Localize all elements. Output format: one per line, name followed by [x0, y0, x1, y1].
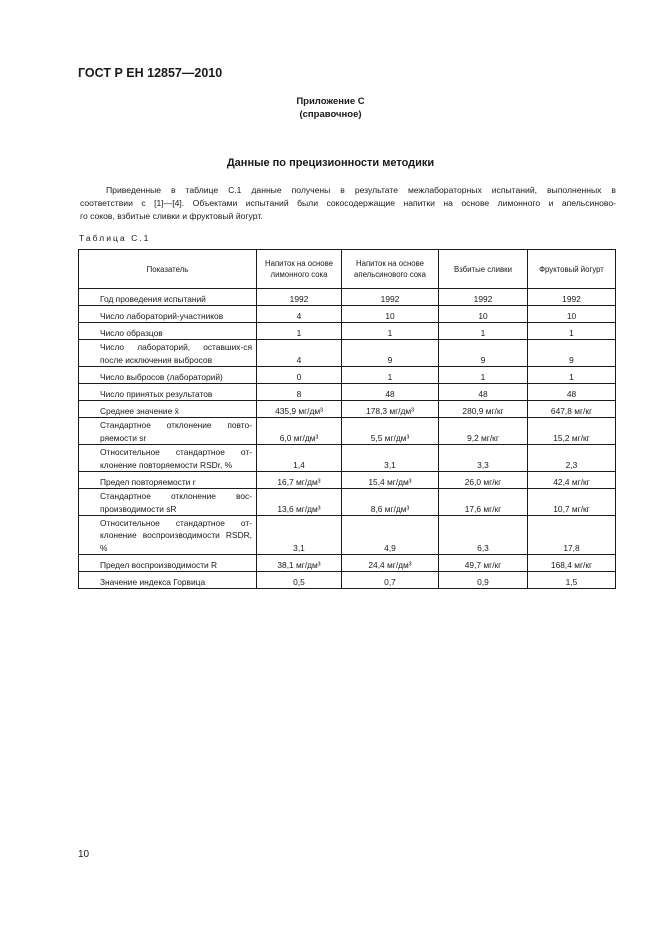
column-header: Напиток на основе апельсинового сока	[342, 250, 439, 289]
table-cell: 26,0 мг/кг	[439, 472, 528, 489]
row-label: Год проведения испытаний	[79, 289, 257, 306]
table-row	[79, 323, 616, 340]
table-cell: 0	[257, 367, 342, 384]
table-cell: 16,7 мг/дм³	[257, 472, 342, 489]
row-label: Стандартное отклонение повто-ряемости sr	[79, 418, 257, 445]
table-caption: Таблица С.1	[79, 233, 151, 243]
section-title: Данные по прецизионности методики	[226, 157, 435, 169]
table-cell: 15,4 мг/дм³	[342, 472, 439, 489]
table-cell: 280,9 мг/кг	[439, 401, 528, 418]
table-row	[79, 401, 616, 418]
table-cell: 178,3 мг/дм³	[342, 401, 439, 418]
table-cell: 17,6 мг/кг	[439, 489, 528, 516]
row-label: Число образцов	[79, 323, 257, 340]
table-cell: 1	[342, 367, 439, 384]
table-cell: 10,7 мг/кг	[528, 489, 616, 516]
table-row	[79, 516, 616, 555]
table-cell: 10	[342, 306, 439, 323]
row-label: Предел повторяемости r	[79, 472, 257, 489]
table-cell: 1992	[342, 289, 439, 306]
table-cell: 6,3	[439, 516, 528, 555]
table-row	[79, 489, 616, 516]
table-cell: 4	[257, 306, 342, 323]
table-cell: 9,2 мг/кг	[439, 418, 528, 445]
table-cell: 17,8	[528, 516, 616, 555]
table-cell: 1	[342, 323, 439, 340]
table-row	[79, 572, 616, 589]
row-label: Значение индекса Горвица	[79, 572, 257, 589]
table-cell: 1992	[439, 289, 528, 306]
column-header: Взбитые сливки	[439, 250, 528, 289]
table-cell: 38,1 мг/дм³	[257, 555, 342, 572]
row-label: Среднее значение x̄	[79, 401, 257, 418]
table-cell: 435,9 мг/дм³	[257, 401, 342, 418]
row-label: Число принятых результатов	[79, 384, 257, 401]
table-cell: 48	[342, 384, 439, 401]
table-row	[79, 289, 616, 306]
table-cell: 647,8 мг/кг	[528, 401, 616, 418]
table-row	[79, 367, 616, 384]
table-cell: 9	[439, 340, 528, 367]
table-cell: 0,9	[439, 572, 528, 589]
table-cell: 8,6 мг/дм³	[342, 489, 439, 516]
table-cell: 48	[528, 384, 616, 401]
table-cell: 0,5	[257, 572, 342, 589]
table-cell: 8	[257, 384, 342, 401]
table-cell: 1,4	[257, 445, 342, 472]
table-cell: 9	[528, 340, 616, 367]
table-cell: 1	[439, 367, 528, 384]
table-cell: 48	[439, 384, 528, 401]
table-row	[79, 384, 616, 401]
table-cell: 4	[257, 340, 342, 367]
column-header: Фруктовый йогурт	[528, 250, 616, 289]
table-cell: 1	[528, 367, 616, 384]
column-header: Показатель	[79, 250, 257, 289]
row-label: Число лабораторий, оставших-ся после исключения выбросов	[79, 340, 257, 367]
table-cell: 5,5 мг/дм³	[342, 418, 439, 445]
table-cell: 49,7 мг/кг	[439, 555, 528, 572]
table-row	[79, 340, 616, 367]
annex-title: Приложение С	[296, 96, 365, 107]
table-row	[79, 472, 616, 489]
document-code: ГОСТ Р ЕН 12857—2010	[78, 66, 223, 80]
row-label: Относительное стандартное от-клонение повторяемости RSDr, %	[79, 445, 257, 472]
column-header: Напиток на основе лимонного сока	[257, 250, 342, 289]
table-cell: 1	[439, 323, 528, 340]
table-cell: 9	[342, 340, 439, 367]
intro-line: го соков, взбитые сливки и фруктовый йогурт.	[80, 211, 263, 221]
table-cell: 10	[528, 306, 616, 323]
table-cell: 42,4 мг/кг	[528, 472, 616, 489]
table-cell: 1,5	[528, 572, 616, 589]
intro-line: Приведенные в таблице С.1 данные получены в результате межлабораторных испытаний, выполненных в	[106, 185, 616, 195]
intro-line: соответствии с [1]—[4]. Объектами испытаний были сокосодержащие напитки на основе лимонного и апельсиново-	[80, 198, 616, 208]
page-number: 10	[78, 849, 90, 860]
row-label: Предел воспроизводимости R	[79, 555, 257, 572]
table-cell: 2,3	[528, 445, 616, 472]
table-cell: 10	[439, 306, 528, 323]
table-row	[79, 306, 616, 323]
row-label: Стандартное отклонение вос-производимости sR	[79, 489, 257, 516]
table-cell: 13,6 мг/дм³	[257, 489, 342, 516]
table-cell: 0,7	[342, 572, 439, 589]
table-row	[79, 555, 616, 572]
table-cell: 15,2 мг/кг	[528, 418, 616, 445]
intro-paragraph	[80, 184, 616, 223]
table-cell: 4,9	[342, 516, 439, 555]
table-header-row	[79, 250, 616, 289]
table-cell: 24,4 мг/дм³	[342, 555, 439, 572]
annex-subtitle: (справочное)	[299, 109, 362, 120]
table-cell: 1992	[528, 289, 616, 306]
precision-table	[78, 249, 616, 589]
table-cell: 3,3	[439, 445, 528, 472]
table-cell: 1992	[257, 289, 342, 306]
table-cell: 3,1	[257, 516, 342, 555]
table-row	[79, 445, 616, 472]
table-cell: 6,0 мг/дм³	[257, 418, 342, 445]
row-label: Относительное стандартное от-клонение воспроизводимости RSDR, %	[79, 516, 257, 555]
table-cell: 1	[528, 323, 616, 340]
row-label: Число лабораторий-участников	[79, 306, 257, 323]
table-row	[79, 418, 616, 445]
row-label: Число выбросов (лабораторий)	[79, 367, 257, 384]
table-cell: 1	[257, 323, 342, 340]
table-cell: 168,4 мг/кг	[528, 555, 616, 572]
table-cell: 3,1	[342, 445, 439, 472]
